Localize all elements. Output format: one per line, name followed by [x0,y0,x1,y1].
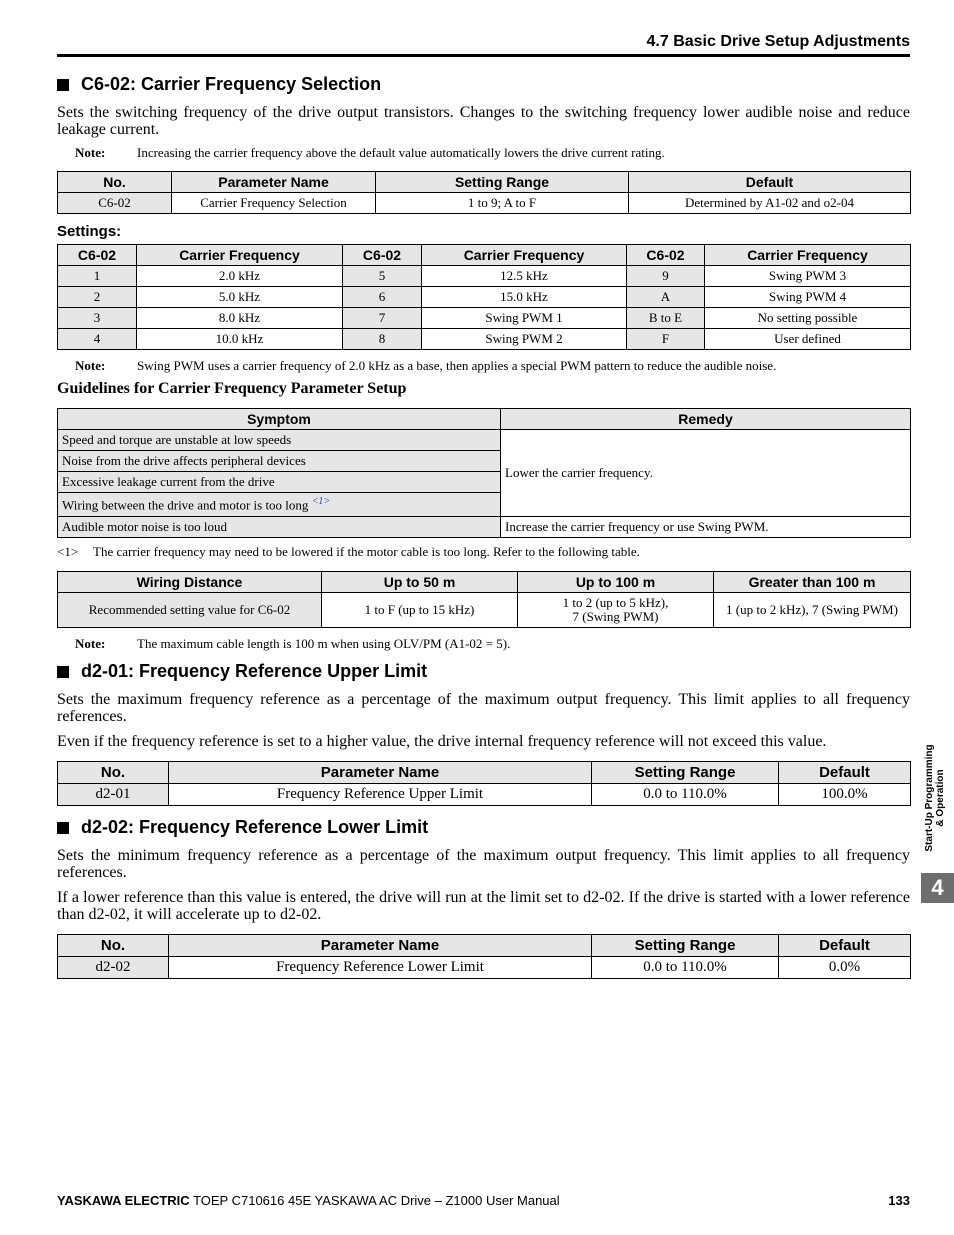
d2-02-paragraph-2: If a lower reference than this value is entered, the drive will run at the limit set to d2-02. If the drive is started with a lower reference than d2-02, it will accelerate up to d2-02. [57,889,910,923]
column-header: No. [58,172,172,193]
note-label: Note: [75,358,106,373]
table-cell: Determined by A1-02 and o2-04 [629,193,911,214]
table-cell: 7 [343,308,422,329]
table-cell: 0.0% [779,957,911,979]
table-header-row [58,762,911,784]
table-row [58,308,911,329]
table-header-row [58,245,911,266]
table-cell: Swing PWM 1 [422,308,627,329]
chapter-side-text [924,744,946,851]
footer-document [57,1193,560,1208]
column-header: No. [58,935,169,957]
table-cell: d2-01 [58,784,169,806]
footnote [57,544,640,560]
note-text: The maximum cable length is 100 m when using OLV/PM (A1-02 = 5). [137,636,511,651]
column-header: Setting Range [376,172,629,193]
table-row [58,430,911,451]
table-cell: User defined [705,329,911,350]
column-header: Carrier Frequency [137,245,343,266]
table-cell: Swing PWM 3 [705,266,911,287]
table-row [58,517,911,538]
table-header-row [58,409,911,430]
page-footer [57,1193,910,1208]
table-row [58,784,911,806]
column-header: C6-02 [58,245,137,266]
cable-length-note [75,636,510,652]
symptom-cell: Excessive leakage current from the drive [58,472,501,493]
table-header-row [58,935,911,957]
table-cell: Swing PWM 4 [705,287,911,308]
d2-01-parameter-table [57,761,911,806]
table-cell: Swing PWM 2 [422,329,627,350]
table-cell: Frequency Reference Lower Limit [169,957,592,979]
table-cell: 5.0 kHz [137,287,343,308]
table-cell: 0.0 to 110.0% [592,957,779,979]
table-cell: 1 (up to 2 kHz), 7 (Swing PWM) [714,593,911,628]
column-header: Greater than 100 m [714,572,911,593]
remedy-cell: Increase the carrier frequency or use Swing PWM. [501,517,911,538]
column-header: Carrier Frequency [422,245,627,266]
table-cell: 6 [343,287,422,308]
footer-brand: YASKAWA ELECTRIC [57,1193,190,1208]
table-cell: 3 [58,308,137,329]
column-header: Carrier Frequency [705,245,911,266]
table-cell: 4 [58,329,137,350]
section-bullet-icon [57,79,69,91]
section-title: d2-02: Frequency Reference Lower Limit [81,817,429,837]
note-label: Note: [75,636,106,651]
section-title: C6-02: Carrier Frequency Selection [81,74,382,94]
guidelines-title: Guidelines for Carrier Frequency Parameter Setup [57,380,407,397]
table-cell: 1 to 9; A to F [376,193,629,214]
symptom-cell: Noise from the drive affects peripheral devices [58,451,501,472]
column-header: Wiring Distance [58,572,322,593]
symptom-text: Wiring between the drive and motor is too long [62,497,309,513]
guidelines-table [57,408,911,538]
chapter-number-tab: 4 [921,873,954,903]
remedy-cell: Lower the carrier frequency. [501,430,911,517]
table-cell: Recommended setting value for C6-02 [58,593,322,628]
table-cell: 1 [58,266,137,287]
table-row [58,287,911,308]
table-cell: 1 to F (up to 15 kHz) [322,593,518,628]
table-cell: No setting possible [705,308,911,329]
section-title: d2-01: Frequency Reference Upper Limit [81,661,428,681]
column-header: Up to 50 m [322,572,518,593]
table-row [58,266,911,287]
column-header: Symptom [58,409,501,430]
column-header: C6-02 [627,245,705,266]
table-row [58,329,911,350]
column-header: Setting Range [592,762,779,784]
column-header: No. [58,762,169,784]
column-header: Setting Range [592,935,779,957]
table-cell: F [627,329,705,350]
column-header: C6-02 [343,245,422,266]
d2-01-paragraph-2: Even if the frequency reference is set to a higher value, the drive internal frequency reference will not exceed this value. [57,733,827,750]
column-header: Remedy [501,409,911,430]
table-cell: A [627,287,705,308]
c6-02-note [75,145,665,161]
column-header: Parameter Name [169,762,592,784]
chapter-side-label [921,733,949,863]
table-cell: 10.0 kHz [137,329,343,350]
table-cell: 15.0 kHz [422,287,627,308]
c6-02-settings-table [57,244,911,350]
table-cell: 12.5 kHz [422,266,627,287]
column-header: Parameter Name [169,935,592,957]
section-bullet-icon [57,822,69,834]
column-header: Default [779,935,911,957]
table-header-row [58,172,911,193]
table-cell: 5 [343,266,422,287]
table-row [58,193,911,214]
note-label: Note: [75,145,106,160]
table-row [58,957,911,979]
cell-line: 1 to 2 (up to 5 kHz), [562,595,669,610]
column-header: Default [779,762,911,784]
table-cell: 0.0 to 110.0% [592,784,779,806]
note-text: Swing PWM uses a carrier frequency of 2.0 kHz as a base, then applies a special PWM pattern to reduce the audible noise. [137,358,777,373]
section-bullet-icon [57,666,69,678]
table-cell: 8.0 kHz [137,308,343,329]
chapter-side-line: Start-Up Programming [924,744,935,852]
table-cell [518,593,714,628]
cell-line: 7 (Swing PWM) [572,609,659,624]
footnote-reference-link[interactable]: <1> [311,495,331,507]
table-cell: 8 [343,329,422,350]
footnote-text: The carrier frequency may need to be lowered if the motor cable is too long. Refer to the following table. [93,544,640,559]
table-row [58,593,911,628]
c6-02-parameter-table [57,171,911,214]
table-cell: C6-02 [58,193,172,214]
footer-doc-title: TOEP C710616 45E YASKAWA AC Drive – Z1000 User Manual [193,1193,560,1208]
section-heading-d2-02 [57,817,428,838]
table-cell: d2-02 [58,957,169,979]
table-cell: 100.0% [779,784,911,806]
section-heading-c6-02 [57,74,381,95]
d2-02-paragraph-1: Sets the minimum frequency reference as a percentage of the maximum output frequency. This limit applies to all frequency references. [57,847,910,881]
table-cell: 2 [58,287,137,308]
column-header: Up to 100 m [518,572,714,593]
header-rule [57,54,910,57]
table-cell: 2.0 kHz [137,266,343,287]
table-cell: 9 [627,266,705,287]
page-header-title: 4.7 Basic Drive Setup Adjustments [646,33,910,50]
section-heading-d2-01 [57,661,427,682]
c6-02-description: Sets the switching frequency of the drive output transistors. Changes to the switching frequency lower audible noise and reduce leakage current. [57,104,910,138]
symptom-cell: Audible motor noise is too loud [58,517,501,538]
chapter-side-line: & Operation [935,769,946,827]
footnote-mark: <1> [57,544,79,559]
column-header: Parameter Name [172,172,376,193]
note-text: Increasing the carrier frequency above the default value automatically lowers the drive current rating. [137,145,665,160]
table-cell: Frequency Reference Upper Limit [169,784,592,806]
swing-pwm-note [75,358,776,374]
table-header-row [58,572,911,593]
column-header: Default [629,172,911,193]
table-cell: Carrier Frequency Selection [172,193,376,214]
symptom-cell [58,493,501,517]
page-number: 133 [888,1193,910,1208]
wiring-distance-table [57,571,911,628]
d2-02-parameter-table [57,934,911,979]
table-cell: B to E [627,308,705,329]
d2-01-paragraph-1: Sets the maximum frequency reference as a percentage of the maximum output frequency. This limit applies to all frequency references. [57,691,910,725]
symptom-cell: Speed and torque are unstable at low speeds [58,430,501,451]
settings-label: Settings: [57,223,122,240]
